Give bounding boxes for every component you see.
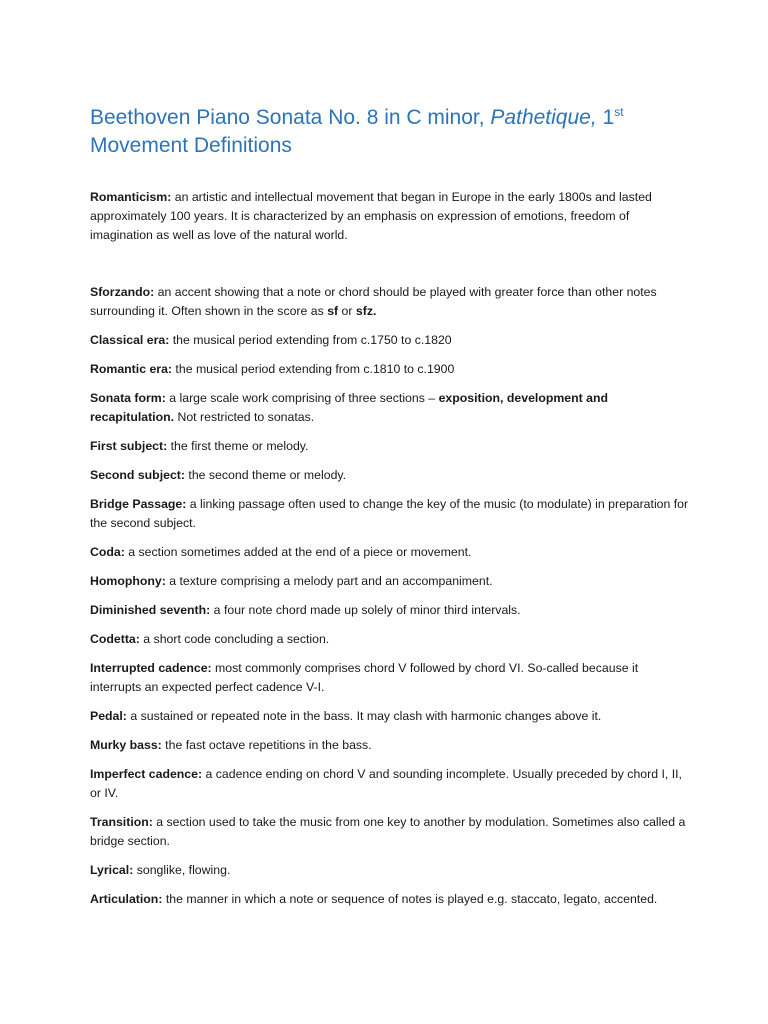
term: First subject: [90, 439, 168, 453]
definition-text: the fast octave repetitions in the bass. [161, 738, 372, 752]
definition-text: most commonly comprises chord V followed by chord VI. So-called because it interrupts an expected perfect cadence V-I. [90, 661, 639, 694]
term: Coda: [90, 545, 125, 559]
definition-text: the musical period extending from c.1750 to c.1820 [169, 333, 452, 347]
definition-interrupted-cadence [90, 659, 690, 697]
definition-first-subject [90, 437, 690, 456]
bold-sections: exposition, development and recapitulation. [90, 391, 609, 424]
bold-sfz: sfz. [355, 304, 377, 318]
definition-second-subject [90, 466, 690, 485]
definition-text: a cadence ending on chord V and sounding incomplete. Usually preceded by chord I, II, or IV. [90, 767, 682, 800]
title-superscript: st [614, 105, 624, 119]
title-number: 1 [596, 106, 615, 129]
definition-text: the musical period extending from c.1810 to c.1900 [172, 362, 455, 376]
definition-text: a large scale work comprising of three sections – [165, 391, 439, 405]
term: Bridge Passage: [90, 497, 187, 511]
definition-codetta [90, 630, 690, 649]
definition-text: the first theme or melody. [167, 439, 309, 453]
definition-text: a section used to take the music from one key to another by modulation. Sometimes also called a bridge section. [90, 815, 686, 848]
title-text: Beethoven Piano Sonata No. 8 in C minor, [90, 106, 491, 129]
definition-murky-bass [90, 736, 690, 755]
term: Transition: [90, 815, 153, 829]
bold-sf: sf [327, 304, 339, 318]
definition-classical-era [90, 331, 690, 350]
term: Second subject: [90, 468, 185, 482]
definition-romanticism [90, 188, 690, 245]
term: Homophony: [90, 574, 166, 588]
term: Pedal: [90, 709, 127, 723]
term: Classical era: [90, 333, 170, 347]
definition-text: a sustained or repeated note in the bass. It may clash with harmonic changes above it. [126, 709, 602, 723]
definitions-list [90, 188, 690, 919]
definition-transition [90, 813, 690, 851]
definition-sforzando [90, 283, 690, 321]
term: Murky bass: [90, 738, 162, 752]
term: Imperfect cadence: [90, 767, 203, 781]
page-title [90, 104, 690, 160]
term: Romantic era: [90, 362, 173, 376]
definition-text: a linking passage often used to change the key of the music (to modulate) in preparation for the second subject. [90, 497, 689, 530]
title-line-2: Movement Definitions [90, 134, 292, 157]
term: Sforzando: [90, 285, 155, 299]
definition-romantic-era [90, 360, 690, 379]
definition-lyrical [90, 861, 690, 880]
definition-text: or [338, 304, 356, 318]
definition-text: the second theme or melody. [184, 468, 347, 482]
term: Lyrical: [90, 863, 134, 877]
term: Articulation: [90, 892, 163, 906]
title-italic: Pathetique, [490, 106, 597, 129]
definition-text: a texture comprising a melody part and an accompaniment. [165, 574, 493, 588]
definition-text: an artistic and intellectual movement that began in Europe in the early 1800s and lasted approximately 100 years. It is characterized by an emphasis on expression of emotions, freedom of imagination as well as love of the natural world. [90, 190, 652, 242]
term: Diminished seventh: [90, 603, 211, 617]
definition-bridge-passage [90, 495, 690, 533]
definition-text: Not restricted to sonatas. [174, 410, 315, 424]
definition-pedal [90, 707, 690, 726]
definition-sonata-form [90, 389, 690, 427]
term: Interrupted cadence: [90, 661, 212, 675]
term: Sonata form: [90, 391, 166, 405]
definition-text: a section sometimes added at the end of a piece or movement. [124, 545, 472, 559]
definition-text: a short code concluding a section. [139, 632, 330, 646]
definition-imperfect-cadence [90, 765, 690, 803]
definition-articulation [90, 890, 690, 909]
definition-diminished-seventh [90, 601, 690, 620]
definition-text: the manner in which a note or sequence of notes is played e.g. staccato, legato, accented. [162, 892, 658, 906]
definition-text: an accent showing that a note or chord should be played with greater force than other notes surrounding it. Often shown in the score as [90, 285, 657, 318]
term: Codetta: [90, 632, 140, 646]
definition-coda [90, 543, 690, 562]
definition-text: a four note chord made up solely of minor third intervals. [210, 603, 521, 617]
definition-text: songlike, flowing. [133, 863, 231, 877]
term: Romanticism: [90, 190, 172, 204]
definition-homophony [90, 572, 690, 591]
